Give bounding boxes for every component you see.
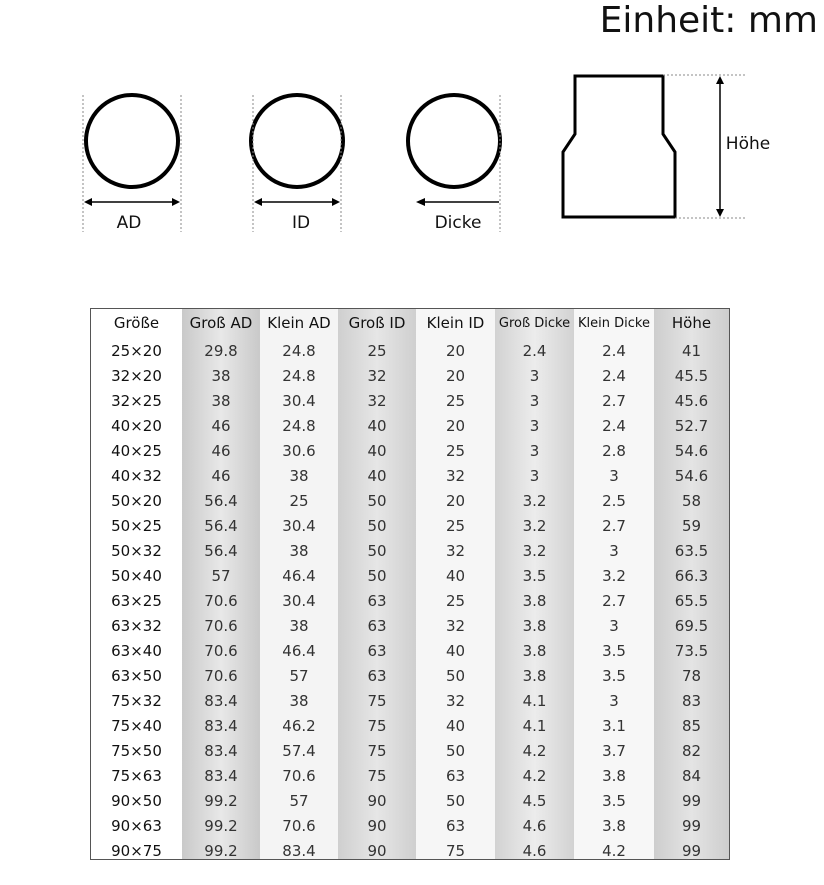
height-cell: 83	[681, 691, 702, 710]
size-cell: 90×75	[111, 841, 162, 860]
size-cell: 63×25	[111, 591, 162, 610]
table-row	[91, 688, 729, 713]
small-id-cell: 32	[445, 466, 466, 485]
large-od-cell: 57	[211, 566, 231, 585]
small-id-cell: 25	[445, 591, 466, 610]
inner-diameter-diagram	[251, 95, 343, 233]
small-id-cell: 50	[445, 741, 466, 760]
small-od-cell: 24.8	[282, 366, 316, 385]
small-od-cell: 24.8	[282, 341, 316, 360]
small-od-cell: 30.4	[282, 516, 316, 535]
small-thickness-cell: 2.4	[602, 366, 626, 385]
od-circle-icon	[86, 95, 178, 187]
size-cell: 25×20	[111, 341, 162, 360]
large-od-cell: 99.2	[204, 841, 238, 860]
table-header-row	[91, 309, 729, 337]
small-id-header: Klein ID	[426, 314, 485, 332]
height-cell: 99	[681, 791, 702, 810]
small-od-cell: 46.4	[282, 566, 316, 585]
small-thickness-cell: 3.1	[602, 716, 626, 735]
large-od-cell: 83.4	[204, 766, 238, 785]
large-id-header: Groß ID	[348, 314, 406, 332]
small-od-cell: 38	[289, 466, 309, 485]
table-row	[91, 763, 729, 788]
height-cell: 82	[681, 741, 702, 760]
table-row	[91, 338, 729, 363]
small-id-cell: 40	[445, 716, 466, 735]
table-row	[91, 563, 729, 588]
large-id-cell: 63	[367, 641, 387, 660]
size-cell: 40×25	[111, 441, 162, 460]
large-thickness-cell: 3.5	[522, 566, 547, 585]
small-thickness-cell: 2.7	[602, 591, 626, 610]
height-label: Höhe	[725, 134, 771, 154]
large-od-cell: 83.4	[204, 741, 238, 760]
large-thickness-cell: 3.8	[522, 641, 547, 660]
table-row	[91, 363, 729, 388]
size-cell: 32×25	[111, 391, 162, 410]
id-label: ID	[291, 213, 311, 233]
table-row	[91, 388, 729, 413]
height-cell: 73.5	[674, 641, 709, 660]
small-id-cell: 25	[445, 441, 466, 460]
thickness-diagram	[408, 95, 500, 233]
large-od-cell: 56.4	[204, 516, 238, 535]
small-thickness-cell: 2.8	[602, 441, 626, 460]
height-cell: 99	[681, 816, 702, 835]
small-thickness-cell: 3	[609, 691, 619, 710]
large-thickness-cell: 3	[529, 366, 540, 385]
small-thickness-cell: 2.4	[602, 341, 626, 360]
size-cell: 75×32	[111, 691, 162, 710]
size-cell: 90×50	[111, 791, 162, 810]
table-row	[91, 463, 729, 488]
size-cell: 63×40	[111, 641, 162, 660]
small-id-cell: 32	[445, 616, 466, 635]
height-cell: 54.6	[674, 466, 709, 485]
table-row	[91, 638, 729, 663]
large-thickness-cell: 4.6	[522, 841, 547, 860]
large-thickness-cell: 3.2	[522, 516, 547, 535]
small-thickness-cell: 2.7	[602, 516, 626, 535]
table-row	[91, 438, 729, 463]
large-id-cell: 50	[367, 491, 387, 510]
table-row	[91, 663, 729, 688]
table-row	[91, 413, 729, 438]
size-cell: 75×40	[111, 716, 162, 735]
height-cell: 65.5	[674, 591, 709, 610]
large-od-cell: 70.6	[204, 666, 238, 685]
large-id-cell: 50	[367, 516, 387, 535]
small-id-cell: 50	[445, 666, 466, 685]
small-od-cell: 57.4	[282, 741, 316, 760]
small-id-cell: 32	[445, 691, 466, 710]
large-id-cell: 63	[367, 591, 387, 610]
height-cell: 52.7	[674, 416, 709, 435]
small-od-cell: 30.4	[282, 591, 316, 610]
large-od-cell: 46	[211, 466, 231, 485]
small-od-header: Klein AD	[267, 314, 331, 332]
small-thickness-cell: 3.5	[602, 791, 626, 810]
size-header: Größe	[113, 314, 160, 332]
small-id-cell: 25	[445, 391, 466, 410]
large-thickness-cell: 3.2	[522, 491, 547, 510]
large-od-cell: 70.6	[204, 591, 238, 610]
large-id-cell: 75	[367, 766, 387, 785]
height-cell: 63.5	[674, 541, 709, 560]
height-cell: 59	[681, 516, 702, 535]
large-od-cell: 99.2	[204, 791, 238, 810]
small-od-cell: 57	[289, 791, 309, 810]
small-od-cell: 38	[289, 616, 309, 635]
size-cell: 50×25	[111, 516, 162, 535]
large-thickness-cell: 3	[529, 466, 540, 485]
small-od-cell: 30.4	[282, 391, 316, 410]
small-od-cell: 83.4	[282, 841, 316, 860]
table-row	[91, 588, 729, 613]
large-od-cell: 83.4	[204, 716, 238, 735]
small-id-cell: 50	[445, 791, 466, 810]
large-od-header: Groß AD	[189, 314, 253, 332]
height-diagram	[563, 75, 770, 218]
large-thickness-cell: 3.2	[522, 541, 547, 560]
large-od-cell: 56.4	[204, 541, 238, 560]
large-id-cell: 75	[367, 691, 387, 710]
height-cell: 66.3	[674, 566, 709, 585]
thickness-label: Dicke	[434, 213, 482, 233]
unit-label: Einheit: mm	[599, 0, 818, 41]
small-od-cell: 46.2	[282, 716, 316, 735]
large-id-cell: 90	[367, 841, 387, 860]
large-thickness-cell: 4.1	[522, 691, 547, 710]
small-thickness-cell: 3.8	[602, 816, 626, 835]
large-id-cell: 63	[367, 666, 387, 685]
large-od-cell: 56.4	[204, 491, 238, 510]
large-thickness-cell: 3	[529, 441, 540, 460]
large-thickness-cell: 3	[529, 416, 540, 435]
table-row	[91, 738, 729, 763]
reducer-profile-icon	[563, 76, 675, 217]
thickness-circle-icon	[408, 95, 500, 187]
height-cell: 41	[681, 341, 702, 360]
table-row	[91, 713, 729, 738]
height-cell: 45.6	[674, 391, 709, 410]
large-od-cell: 46	[211, 441, 231, 460]
large-id-cell: 75	[367, 741, 387, 760]
small-id-cell: 63	[445, 766, 466, 785]
large-thickness-cell: 4.1	[522, 716, 547, 735]
size-cell: 32×20	[111, 366, 162, 385]
size-cell: 63×32	[111, 616, 162, 635]
small-od-cell: 24.8	[282, 416, 316, 435]
large-thickness-cell: 4.5	[522, 791, 547, 810]
small-thickness-cell: 3.2	[602, 566, 626, 585]
small-id-cell: 20	[445, 341, 466, 360]
small-thickness-cell: 3.5	[602, 666, 626, 685]
size-table	[90, 308, 730, 860]
small-thickness-cell: 2.4	[602, 416, 626, 435]
table-row	[91, 788, 729, 813]
large-thickness-cell: 4.2	[522, 741, 547, 760]
od-label: AD	[116, 213, 142, 233]
large-id-cell: 32	[367, 391, 387, 410]
large-od-cell: 38	[211, 391, 231, 410]
small-id-cell: 75	[445, 841, 466, 860]
small-od-cell: 57	[289, 666, 309, 685]
small-thickness-cell: 3	[609, 466, 619, 485]
large-id-cell: 63	[367, 616, 387, 635]
id-circle-icon	[251, 95, 343, 187]
small-thickness-cell: 3.7	[602, 741, 626, 760]
small-od-cell: 46.4	[282, 641, 316, 660]
small-od-cell: 38	[289, 691, 309, 710]
large-thickness-cell: 3.8	[522, 616, 547, 635]
small-id-cell: 20	[445, 366, 466, 385]
table-row	[91, 513, 729, 538]
small-id-cell: 40	[445, 566, 466, 585]
height-cell: 69.5	[674, 616, 709, 635]
large-id-cell: 90	[367, 816, 387, 835]
small-id-cell: 40	[445, 641, 466, 660]
small-od-cell: 70.6	[282, 816, 316, 835]
large-thickness-cell: 2.4	[522, 341, 547, 360]
height-cell: 78	[681, 666, 702, 685]
small-thickness-cell: 3.8	[602, 766, 626, 785]
large-id-cell: 40	[367, 416, 387, 435]
small-id-cell: 32	[445, 541, 466, 560]
small-thickness-header: Klein Dicke	[578, 315, 650, 331]
large-od-cell: 70.6	[204, 641, 238, 660]
small-od-cell: 70.6	[282, 766, 316, 785]
table-row	[91, 838, 729, 863]
small-od-cell: 30.6	[282, 441, 316, 460]
large-id-cell: 40	[367, 441, 387, 460]
small-id-cell: 20	[445, 416, 466, 435]
size-cell: 50×20	[111, 491, 162, 510]
height-cell: 58	[681, 491, 702, 510]
small-thickness-cell: 3	[609, 541, 619, 560]
small-thickness-cell: 3.5	[602, 641, 626, 660]
large-id-cell: 32	[367, 366, 387, 385]
small-thickness-cell: 2.5	[602, 491, 626, 510]
small-od-cell: 38	[289, 541, 309, 560]
large-id-cell: 90	[367, 791, 387, 810]
table-row	[91, 613, 729, 638]
large-thickness-cell: 3	[529, 391, 540, 410]
small-id-cell: 25	[445, 516, 466, 535]
large-id-cell: 50	[367, 541, 387, 560]
large-id-cell: 75	[367, 716, 387, 735]
large-od-cell: 46	[211, 416, 231, 435]
dimension-diagram	[0, 0, 824, 300]
small-id-cell: 63	[445, 816, 466, 835]
size-cell: 75×50	[111, 741, 162, 760]
small-thickness-cell: 4.2	[602, 841, 626, 860]
size-cell: 40×20	[111, 416, 162, 435]
large-thickness-header: Groß Dicke	[498, 315, 571, 331]
height-cell: 54.6	[674, 441, 709, 460]
height-header: Höhe	[671, 314, 712, 332]
large-thickness-cell: 4.6	[522, 816, 547, 835]
height-cell: 45.5	[674, 366, 709, 385]
outer-diameter-diagram	[83, 95, 181, 233]
large-id-cell: 25	[367, 341, 387, 360]
height-cell: 85	[681, 716, 702, 735]
large-thickness-cell: 3.8	[522, 666, 547, 685]
size-cell: 40×32	[111, 466, 162, 485]
size-cell: 63×50	[111, 666, 162, 685]
table-grid	[91, 309, 729, 863]
height-cell: 99	[681, 841, 702, 860]
large-od-cell: 99.2	[204, 816, 238, 835]
large-od-cell: 29.8	[204, 341, 238, 360]
large-thickness-cell: 4.2	[522, 766, 547, 785]
large-od-cell: 83.4	[204, 691, 238, 710]
size-cell: 50×40	[111, 566, 162, 585]
large-id-cell: 50	[367, 566, 387, 585]
size-cell: 90×63	[111, 816, 162, 835]
large-od-cell: 38	[211, 366, 231, 385]
height-cell: 84	[681, 766, 702, 785]
size-cell: 75×63	[111, 766, 162, 785]
table-row	[91, 488, 729, 513]
large-id-cell: 40	[367, 466, 387, 485]
small-thickness-cell: 3	[609, 616, 619, 635]
large-thickness-cell: 3.8	[522, 591, 547, 610]
small-od-cell: 25	[289, 491, 309, 510]
small-thickness-cell: 2.7	[602, 391, 626, 410]
table-row	[91, 538, 729, 563]
size-cell: 50×32	[111, 541, 162, 560]
table-row	[91, 813, 729, 838]
small-id-cell: 20	[445, 491, 466, 510]
large-od-cell: 70.6	[204, 616, 238, 635]
